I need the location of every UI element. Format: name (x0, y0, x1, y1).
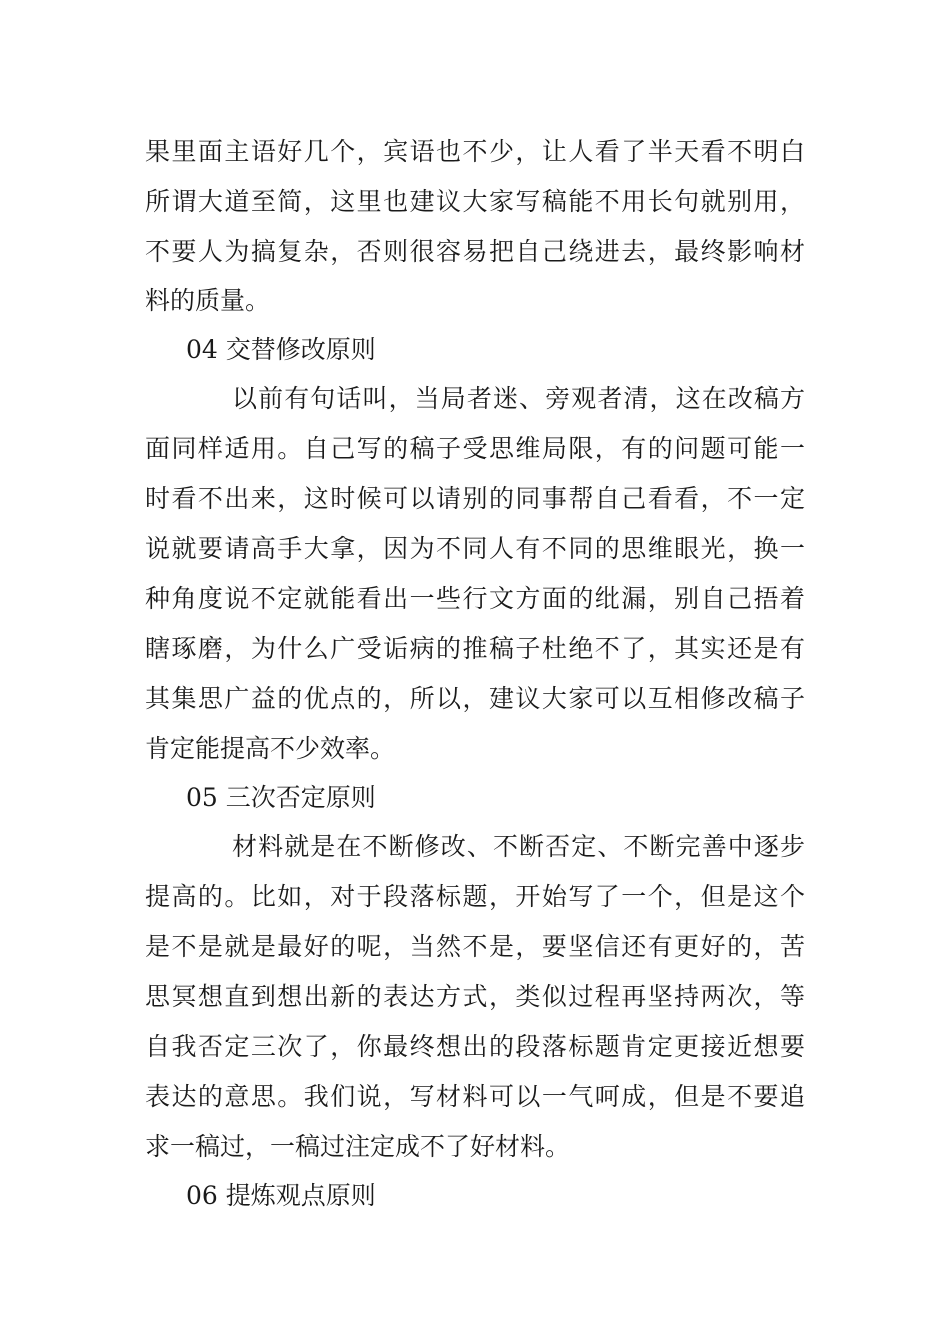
paragraph-line: 材料就是在不断修改、不断否定、不断完善中逐步 (232, 832, 805, 861)
paragraph-line: 其集思广益的优点的，所以，建议大家可以互相修改稿子 (145, 684, 805, 713)
paragraph-line: 瞎琢磨，为什么广受诟病的推稿子杜绝不了，其实还是有 (145, 634, 805, 663)
paragraph-line: 种角度说不定就能看出一些行文方面的纰漏，别自己捂着 (145, 584, 805, 613)
paragraph-line: 自我否定三次了，你最终想出的段落标题肯定更接近想要 (145, 1032, 805, 1061)
paragraph-line: 表达的意思。我们说，写材料可以一气呵成，但是不要追 (145, 1082, 805, 1111)
paragraph-line: 说就要请高手大拿，因为不同人有不同的思维眼光，换一 (145, 534, 805, 563)
paragraph-line: 料的质量。 (145, 286, 271, 315)
paragraph-line: 所谓大道至简，这里也建议大家写稿能不用长句就别用， (145, 187, 805, 216)
paragraph-line: 提高的。比如，对于段落标题，开始写了一个，但是这个 (145, 882, 805, 911)
section-heading-05: 05 三次否定原则 (186, 783, 376, 812)
section-heading-06: 06 提炼观点原则 (186, 1181, 376, 1210)
paragraph-line: 求一稿过，一稿过注定成不了好材料。 (145, 1132, 571, 1161)
paragraph-line: 思冥想直到想出新的表达方式，类似过程再坚持两次，等 (145, 982, 805, 1011)
paragraph-line: 时看不出来，这时候可以请别的同事帮自己看看，不一定 (145, 484, 805, 513)
paragraph-line: 肯定能提高不少效率。 (145, 734, 396, 763)
paragraph-line: 果里面主语好几个，宾语也不少，让人看了半天看不明白 (145, 137, 805, 166)
paragraph-line: 不要人为搞复杂，否则很容易把自己绕进去，最终影响材 (145, 237, 805, 266)
paragraph-line: 是不是就是最好的呢，当然不是，要坚信还有更好的，苦 (145, 932, 805, 961)
paragraph-line: 面同样适用。自己写的稿子受思维局限，有的问题可能一 (145, 434, 805, 463)
paragraph-line: 以前有句话叫，当局者迷、旁观者清，这在改稿方 (232, 384, 805, 413)
section-heading-04: 04 交替修改原则 (186, 335, 376, 364)
